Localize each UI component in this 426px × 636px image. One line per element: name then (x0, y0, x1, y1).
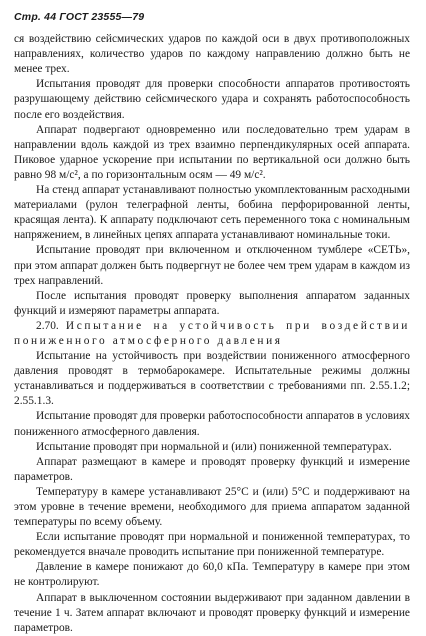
paragraph: Аппарат подвергают одновременно или последовательно трем ударам в направлении вдоль каждой из трех взаимно перпендикулярных осей аппарата. Пиковое ударное ускорение при испытании по вертикальной оси должно быть равно 98 м/с², а по горизонтальным осям — 49 м/с². (14, 123, 410, 181)
section-number: 2.70. (36, 319, 59, 332)
paragraph: Давление в камере понижают до 60,0 кПа. Температуру в камере при этом не контролируют. (14, 561, 410, 589)
paragraph: Испытание проводят при нормальной и (или) пониженной температурах. (36, 440, 392, 453)
paragraph: На стенд аппарат устанавливают полностью укомплектованным расходными материалами (рулон телеграфной ленты, бобина перфорированной ленты, красящая лента). К аппарату подключают сеть переменного тока с номинальным напряжением, в линейных цепях аппарата устанавливают номинальные токи. (14, 184, 410, 242)
paragraph: После испытания проводят проверку выполнения аппаратом заданных функций и измеряют параметры аппарата. (14, 289, 410, 317)
paragraph: Аппарат размещают в камере и проводят проверку функций и измерение параметров. (14, 455, 410, 483)
running-head: Стр. 44 ГОСТ 23555—79 (14, 11, 145, 23)
paragraph: Испытание проводят для проверки работоспособности аппаратов в условиях пониженного атмосферного давления. (14, 410, 410, 438)
section-heading (14, 319, 410, 349)
paragraph: Испытание на устойчивость при воздействии пониженного атмосферного давления проводят в термобарокамере. Испытательные режимы должны устанавливаться и поддерживаться в соответствии с требованиями пп. 2.55.1.2; 2.55.1.3. (14, 350, 410, 408)
paragraph: Испытания проводят для проверки способности аппаратов противостоять разрушающему действию сейсмического удара и сохранять работоспособность после его воздействия. (14, 78, 410, 121)
paragraph: Если испытание проводят при нормальной и пониженной температурах, то рекомендуется вначале проводить испытание при пониженной температуре. (14, 531, 410, 559)
paragraph: ся воздействию сейсмических ударов по каждой оси в двух противоположных направлениях, количество ударов по каждому направлению должно быть не менее трех. (14, 33, 410, 76)
paragraph: Аппарат в выключенном состоянии выдерживают при заданном давлении в течение 1 ч. Затем аппарат включают и проводят проверку функций и измерение параметров. (14, 591, 410, 634)
section-title: Испытание на устойчивость при воздействии пониженного атмосферного давления (14, 319, 410, 347)
paragraph: Температуру в камере устанавливают 25°С и (или) 5°С и поддерживают на этом уровне в течение времени, необходимого для приема аппаратом заданной температуры по всему объему. (14, 485, 410, 529)
paragraph: Испытание проводят при включенном и отключенном тумблере «СЕТЬ», при этом аппарат должен быть подвергнут не более чем трем ударам в каждом из трех направлений. (14, 244, 410, 287)
document-page (14, 10, 410, 636)
